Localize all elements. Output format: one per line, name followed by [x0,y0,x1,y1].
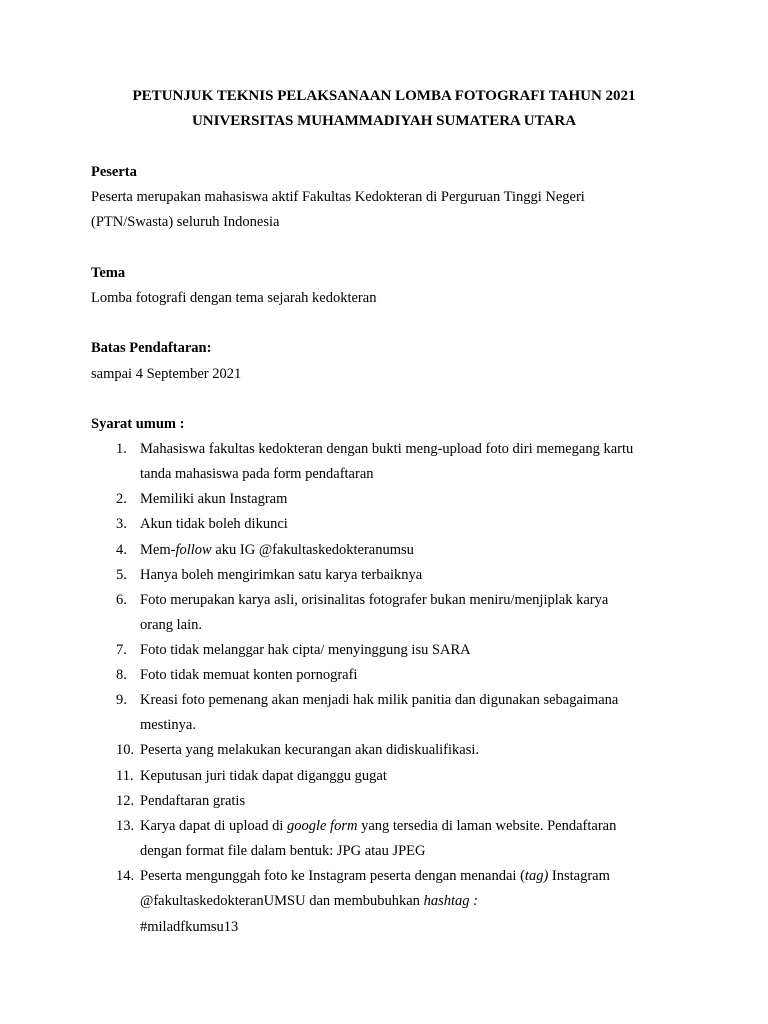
list-item-text: Foto tidak melanggar hak cipta/ menyinggung isu SARA [140,642,471,658]
document-title-line-1: PETUNJUK TEKNIS PELAKSANAAN LOMBA FOTOGRAFI TAHUN 2021 [132,88,636,104]
list-item-text: Keputusan juri tidak dapat diganggu gugat [140,768,387,784]
list-item-text-part: yang tersedia di laman website. Pendaftaran [357,818,617,834]
list-item-text-cont [140,891,478,911]
list-item-number: 11. [116,768,134,784]
list-item-number: 7. [116,642,127,658]
list-item-text: Memiliki akun Instagram [140,491,288,507]
list-item-text-cont: dengan format file dalam bentuk: JPG atau JPEG [140,843,426,859]
list-item-number: 12. [116,793,135,809]
list-item-number: 10. [116,742,135,758]
list-item-number: 2. [116,491,127,507]
list-item-text: Pendaftaran gratis [140,793,246,809]
document-title-line-2: UNIVERSITAS MUHAMMADIYAH SUMATERA UTARA [191,113,577,129]
peserta-text-line-2: (PTN/Swasta) seluruh Indonesia [91,214,280,230]
list-item-text: Akun tidak boleh dikunci [140,516,288,532]
list-item-text-part: aku IG @fakultaskedokteranumsu [211,542,414,558]
list-item-text-part: @fakultaskedokteranUMSU dan membubuhkan [140,893,424,909]
list-item-text [140,540,414,560]
list-item-number: 8. [116,667,127,683]
list-item-number: 9. [116,692,127,708]
list-item-text-part: Instagram [548,868,610,884]
list-item-text-italic: google form [286,818,358,834]
list-item-text: Mahasiswa fakultas kedokteran dengan bukti meng-upload foto diri memegang kartu [140,441,634,457]
list-item-text: Kreasi foto pemenang akan menjadi hak milik panitia dan digunakan sebagaimana [140,692,619,708]
list-item-text-cont: mestinya. [140,717,196,733]
list-item-number: 6. [116,592,127,608]
list-item-text: Foto tidak memuat konten pornografi [140,667,358,683]
tema-heading: Tema [91,265,126,281]
list-item-text-cont: tanda mahasiswa pada form pendaftaran [140,466,374,482]
batas-heading: Batas Pendaftaran: [91,340,212,356]
list-item-number: 1. [116,441,127,457]
list-item-number: 3. [116,516,127,532]
list-item-text-cont: orang lain. [140,617,203,633]
list-item-text [140,866,610,886]
list-item-number: 13. [116,818,135,834]
peserta-text-line-1: Peserta merupakan mahasiswa aktif Fakultas Kedokteran di Perguruan Tinggi Negeri [91,189,585,205]
list-item-text-italic: follow [175,542,212,558]
peserta-heading: Peserta [91,164,137,180]
batas-text: sampai 4 September 2021 [91,366,242,382]
list-item-text-part: Karya dapat di upload di [140,818,287,834]
list-item-number: 4. [116,542,127,558]
list-item-text-part: Mem- [140,542,176,558]
list-item-text-part: Peserta mengunggah foto ke Instagram peserta dengan menandai ( [140,868,525,884]
list-item-text-cont: #miladfkumsu13 [140,919,239,935]
list-item-number: 14. [116,868,135,884]
list-item-text: Peserta yang melakukan kecurangan akan didiskualifikasi. [140,742,480,758]
list-item-number: 5. [116,567,127,583]
list-item-text: Foto merupakan karya asli, orisinalitas fotografer bukan meniru/menjiplak karya [140,592,609,608]
list-item-text [140,816,616,836]
list-item-text-italic: tag) [524,868,549,884]
tema-text: Lomba fotografi dengan tema sejarah kedokteran [91,290,377,306]
syarat-heading: Syarat umum : [91,416,185,432]
list-item-text-italic: hashtag : [423,893,478,909]
list-item-text: Hanya boleh mengirimkan satu karya terbaiknya [140,567,423,583]
